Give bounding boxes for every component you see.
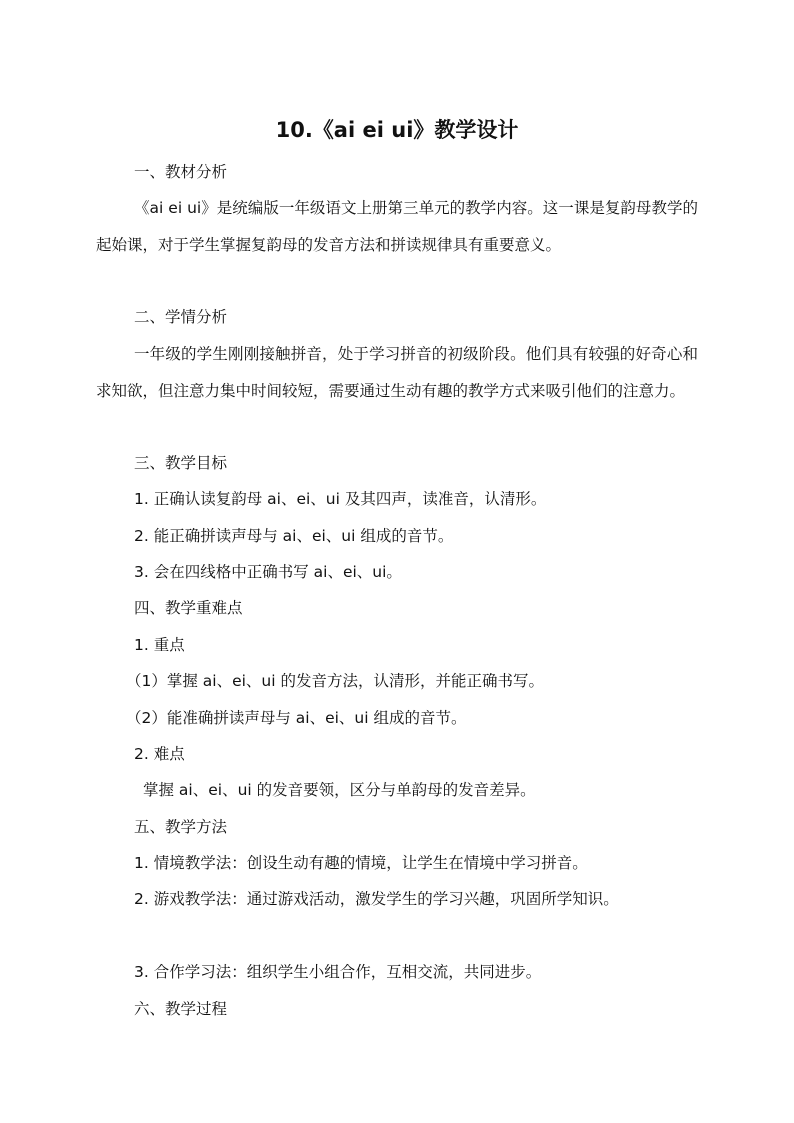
paragraph-textbook-analysis: 《ai ei ui》是统编版一年级语文上册第三单元的教学内容。这一课是复韵母教学的起始课，对于学生掌握复韵母的发音方法和拼读规律具有重要意义。 — [96, 199, 698, 254]
key-points-label: 1. 重点 — [134, 636, 185, 654]
key-point-item: （1）掌握 ai、ei、ui 的发音方法，认清形，并能正确书写。 — [126, 672, 544, 690]
section-heading-teaching-process: 六、教学过程 — [134, 1000, 228, 1018]
paragraph-student-analysis: 一年级的学生刚刚接触拼音，处于学习拼音的初级阶段。他们具有较强的好奇心和求知欲，但注意力集中时间较短，需要通过生动有趣的教学方式来吸引他们的注意力。 — [96, 345, 698, 400]
section-heading-key-difficult-points: 四、教学重难点 — [134, 599, 243, 617]
key-point-item: （2）能准确拼读声母与 ai、ei、ui 组成的音节。 — [126, 709, 467, 727]
difficult-points-label: 2. 难点 — [134, 745, 185, 763]
teaching-goal-item: 2. 能正确拼读声母与 ai、ei、ui 组成的音节。 — [134, 527, 454, 545]
section-heading-teaching-methods: 五、教学方法 — [134, 818, 228, 836]
section-heading-textbook-analysis: 一、教材分析 — [134, 163, 228, 181]
document-title: 10.《ai ei ui》教学设计 — [275, 118, 519, 142]
section-heading-student-analysis: 二、学情分析 — [134, 308, 228, 326]
teaching-goal-item: 3. 会在四线格中正确书写 ai、ei、ui。 — [134, 563, 402, 581]
teaching-method-item: 2. 游戏教学法：通过游戏活动，激发学生的学习兴趣，巩固所学知识。 — [134, 890, 619, 908]
teaching-method-item: 3. 合作学习法：组织学生小组合作，互相交流，共同进步。 — [134, 963, 542, 981]
teaching-method-item: 1. 情境教学法：创设生动有趣的情境，让学生在情境中学习拼音。 — [134, 854, 588, 872]
difficult-point-text: 掌握 ai、ei、ui 的发音要领，区分与单韵母的发音差异。 — [143, 781, 536, 799]
section-heading-teaching-goals: 三、教学目标 — [134, 454, 228, 472]
teaching-goal-item: 1. 正确认读复韵母 ai、ei、ui 及其四声，读准音，认清形。 — [134, 490, 547, 508]
